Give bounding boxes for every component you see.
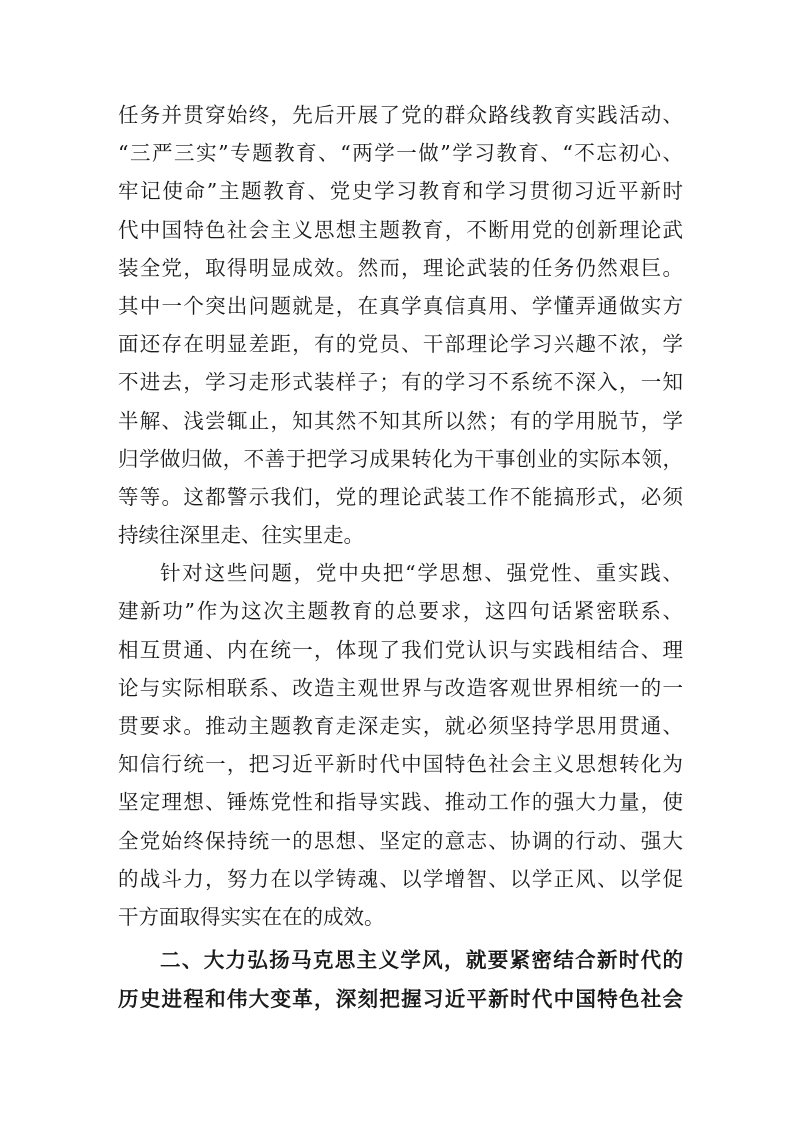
text-line: 代中国特色社会主义思想主题教育，不断用党的创新理论武 bbox=[118, 217, 683, 242]
text-line: 知信行统一，把习近平新时代中国特色社会主义思想转化为 bbox=[118, 752, 683, 777]
text-line: 牢记使命”主题教育、党史学习教育和学习贯彻习近平新时 bbox=[118, 179, 683, 204]
text-line: 等等。这都警示我们，党的理论武装工作不能搞形式，必须 bbox=[118, 484, 683, 509]
text-line: 不进去，学习走形式装样子；有的学习不系统不深入，一知 bbox=[118, 370, 683, 395]
text-line: 全党始终保持统一的思想、坚定的意志、协调的行动、强大 bbox=[118, 828, 683, 853]
text-line: 任务并贯穿始终，先后开展了党的群众路线教育实践活动、 bbox=[118, 103, 683, 127]
document-body bbox=[118, 96, 683, 1019]
text-line: 论与实际相联系、改造主观世界与改造客观世界相统一的一 bbox=[118, 675, 683, 700]
text-line: 半解、浅尝辄止，知其然不知其所以然；有的学用脱节，学 bbox=[118, 408, 683, 433]
text-line: “三严三实”专题教育、“两学一做”学习教育、“不忘初心、 bbox=[118, 141, 683, 166]
text-line: 其中一个突出问题就是，在真学真信真用、学懂弄通做实方 bbox=[118, 293, 683, 318]
text-line: 建新功”作为这次主题教育的总要求，这四句话紧密联系、 bbox=[118, 599, 683, 624]
text-line: 相互贯通、内在统一，体现了我们党认识与实践相结合、理 bbox=[118, 637, 683, 662]
heading-line: 历史进程和伟大变革，深刻把握习近平新时代中国特色社会 bbox=[118, 987, 683, 1012]
text-line: 持续往深里走、往实里走。 bbox=[118, 523, 364, 548]
paragraph-general-requirements bbox=[118, 554, 683, 936]
heading-line: 二、大力弘扬马克思主义学风，就要紧密结合新时代的 bbox=[160, 948, 683, 973]
paragraph-theory-armament bbox=[118, 96, 683, 554]
section-heading bbox=[118, 941, 683, 1019]
text-line: 针对这些问题，党中央把“学思想、强党性、重实践、 bbox=[160, 561, 683, 586]
text-line: 干方面取得实实在在的成效。 bbox=[118, 904, 385, 929]
text-line: 装全党，取得明显成效。然而，理论武装的任务仍然艰巨。 bbox=[118, 255, 683, 280]
text-line: 的战斗力，努力在以学铸魂、以学增智、以学正风、以学促 bbox=[118, 866, 683, 891]
text-line: 坚定理想、锤炼党性和指导实践、推动工作的强大力量，使 bbox=[118, 790, 683, 815]
text-line: 贯要求。推动主题教育走深走实，就必须坚持学思用贯通、 bbox=[118, 714, 683, 738]
text-line: 归学做归做，不善于把学习成果转化为干事创业的实际本领， bbox=[118, 446, 683, 471]
text-line: 面还存在明显差距，有的党员、干部理论学习兴趣不浓，学 bbox=[118, 332, 683, 357]
